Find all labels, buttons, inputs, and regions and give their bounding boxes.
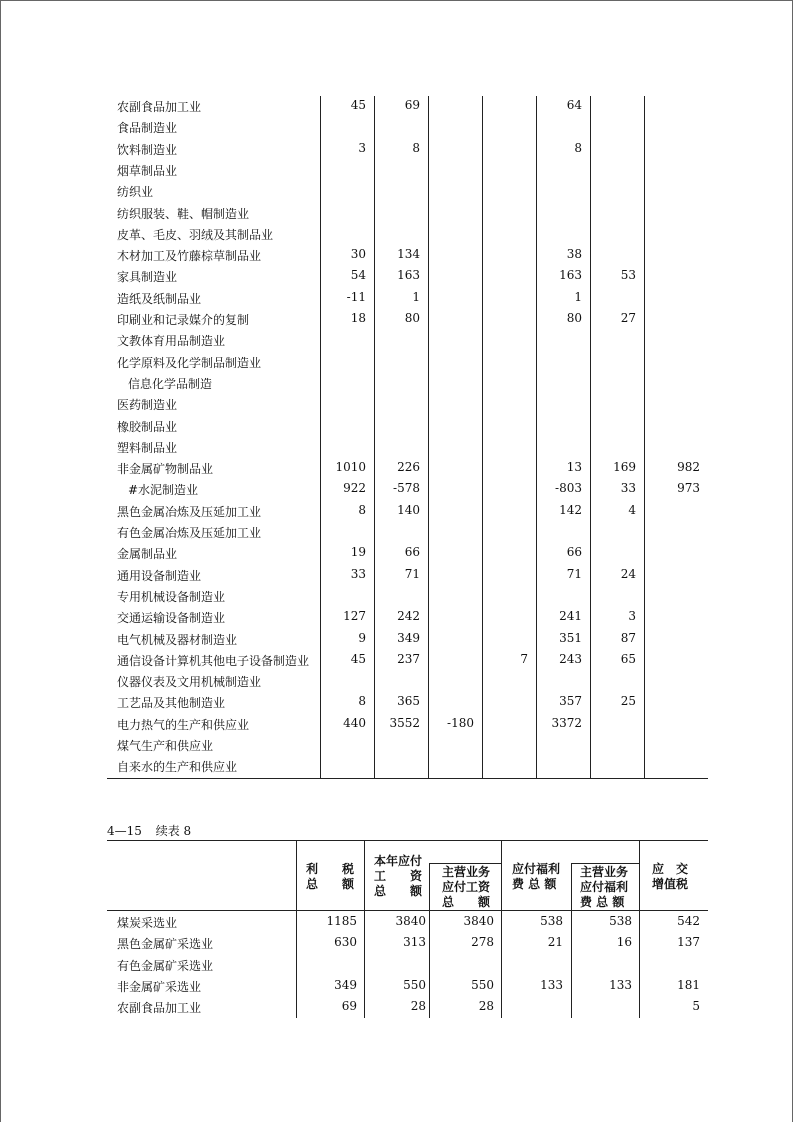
- table-cell: 25: [620, 694, 636, 709]
- table-row: [0, 650, 793, 671]
- header-main-business-welfare: 主营业务 应付福利 费 总 额: [580, 865, 629, 909]
- table-row: [0, 565, 793, 586]
- row-label: 农副食品加工业: [117, 1001, 202, 1016]
- table-row: [0, 288, 793, 309]
- row-label: 文教体育用品制造业: [117, 334, 226, 349]
- table-number: 4—15: [107, 824, 142, 838]
- row-label: 非金属矿采选业: [117, 979, 202, 994]
- table-cell: 349: [397, 630, 420, 645]
- row-label: 皮革、毛皮、羽绒及其制品业: [117, 227, 274, 242]
- table-cell: 242: [397, 609, 420, 624]
- table-cell: 66: [566, 545, 582, 560]
- row-label: 饮料制造业: [117, 142, 178, 157]
- table-cell: 1010: [335, 460, 366, 475]
- table-cell: 18: [350, 311, 366, 325]
- row-label: 橡胶制品业: [117, 419, 178, 434]
- table-cell: 3552: [389, 715, 420, 730]
- row-label: 造纸及纸制品业: [117, 291, 202, 306]
- row-label: 交通运输设备制造业: [117, 611, 226, 626]
- table-cell: 1: [412, 289, 420, 304]
- table-top-rule: [107, 840, 708, 841]
- table-cell: 1185: [326, 914, 357, 928]
- table-cell: 80: [566, 311, 582, 325]
- table-cell: 140: [397, 502, 420, 517]
- table-cell: 133: [609, 977, 632, 992]
- row-label: 食品制造业: [117, 121, 178, 136]
- table-bottom-rule: [107, 778, 708, 779]
- header-main-business-wages: 主营业务 应付工资 总 额: [442, 865, 491, 909]
- row-label: 金属制品业: [117, 547, 178, 562]
- table-cell: 24: [620, 566, 636, 581]
- row-label: 电气机械及器材制造业: [117, 632, 238, 647]
- table-cell: -180: [447, 715, 474, 730]
- row-label: 煤炭采选业: [117, 916, 178, 930]
- table-cell: 181: [677, 977, 700, 992]
- table-cell: 33: [620, 481, 636, 496]
- row-label: 煤气生产和供应业: [117, 739, 214, 753]
- table-row: [0, 522, 793, 543]
- table-cell: 169: [613, 460, 636, 475]
- table-row: [0, 671, 793, 692]
- table-cell: 3840: [395, 914, 426, 928]
- table-caption: [107, 822, 201, 839]
- table-cell: 38: [566, 247, 582, 262]
- table-cell: 21: [547, 935, 563, 950]
- table-cell: 538: [609, 914, 632, 928]
- table-row: [0, 955, 793, 976]
- row-label: 电力热气的生产和供应业: [117, 717, 250, 732]
- row-label: 黑色金属矿采选业: [117, 937, 214, 952]
- row-label: 烟草制品业: [117, 163, 178, 178]
- table-cell: 69: [404, 98, 420, 112]
- table-cell: 54: [350, 268, 366, 283]
- table-row: [0, 352, 793, 373]
- table-cell: 8: [358, 694, 366, 709]
- table-row: [0, 160, 793, 181]
- table-cell: 30: [350, 247, 366, 262]
- table-row: [0, 245, 793, 266]
- header-bottom-rule: [107, 910, 708, 911]
- table-cell: 134: [397, 247, 420, 262]
- row-label: 仪器仪表及文用机械制造业: [117, 675, 262, 690]
- industry-table-lower: [0, 840, 793, 1020]
- table-cell: 3372: [551, 715, 582, 730]
- row-label: 有色金属矿采选业: [117, 958, 214, 973]
- table-cell: 7: [520, 651, 528, 666]
- table-cell: 349: [334, 977, 357, 992]
- table-row: [0, 735, 793, 756]
- industry-table-upper: [0, 96, 793, 778]
- table-cell: 127: [343, 609, 366, 624]
- table-cell: 243: [559, 651, 582, 666]
- table-cell: 13: [566, 460, 582, 475]
- table-cell: 3840: [463, 914, 494, 928]
- table-cell: 5: [692, 999, 700, 1014]
- table-cell: 313: [403, 935, 426, 950]
- table-cell: 33: [350, 566, 366, 581]
- row-label: 通用设备制造业: [117, 568, 202, 583]
- table-cell: 66: [404, 545, 420, 560]
- row-label: 自来水的生产和供应业: [117, 760, 238, 775]
- header-wages-payable: 本年应付 工 资 总 额: [374, 854, 423, 898]
- table-cell: 922: [343, 481, 366, 496]
- table-cell: 550: [471, 977, 494, 992]
- table-cell: 4: [628, 502, 636, 517]
- row-label: 有色金属冶炼及压延加工业: [117, 526, 262, 540]
- table-row: [0, 139, 793, 160]
- row-label: 医药制造业: [117, 398, 178, 413]
- row-label: 农副食品加工业: [117, 100, 202, 114]
- table-cell: 45: [350, 98, 366, 112]
- table-cell: 237: [397, 651, 420, 666]
- table-cell: 351: [559, 630, 582, 645]
- table-row: [0, 266, 793, 287]
- table-cell: 357: [559, 694, 582, 709]
- table-cell: 53: [620, 268, 636, 283]
- row-label: 纺织业: [117, 185, 154, 200]
- table-cell: 45: [350, 651, 366, 666]
- table-cell: 973: [677, 481, 700, 496]
- table-cell: 163: [559, 268, 582, 283]
- table-cell: 8: [574, 140, 582, 155]
- table-cell: 3: [628, 609, 636, 624]
- header-subrule: [429, 863, 501, 864]
- row-label: 印刷业和记录媒介的复制: [117, 313, 250, 327]
- row-label: 专用机械设备制造业: [117, 589, 226, 604]
- table-cell: 28: [478, 999, 494, 1014]
- page-border-top: [0, 0, 793, 1]
- table-cell: 241: [559, 609, 582, 624]
- table-continuation-label: 续表 8: [155, 824, 192, 838]
- row-label: 木材加工及竹藤棕草制品业: [117, 249, 262, 264]
- table-cell: 538: [540, 914, 563, 928]
- header-vat-payable: 应 交 增值税: [652, 862, 689, 891]
- table-cell: 71: [404, 566, 420, 581]
- table-row: [0, 479, 793, 500]
- row-label: #水泥制造业: [128, 483, 199, 498]
- table-cell: 163: [397, 268, 420, 283]
- table-cell: 982: [677, 460, 700, 475]
- table-row: [0, 224, 793, 245]
- table-row: [0, 756, 793, 777]
- table-row: [0, 692, 793, 713]
- table-row: [0, 912, 793, 933]
- table-cell: 278: [471, 935, 494, 950]
- row-label: 信息化学品制造: [128, 376, 213, 391]
- table-row: [0, 117, 793, 138]
- table-cell: 8: [358, 502, 366, 517]
- table-cell: 3: [358, 140, 366, 155]
- table-row: [0, 309, 793, 330]
- header-welfare-payable: 应付福利 费 总 额: [512, 862, 561, 891]
- table-row: [0, 933, 793, 954]
- table-cell: 87: [620, 630, 636, 645]
- table-cell: 8: [412, 140, 420, 155]
- table-cell: 80: [404, 311, 420, 325]
- table-row: [0, 997, 793, 1018]
- table-cell: 1: [574, 289, 582, 304]
- table-row: [0, 416, 793, 437]
- table-row: [0, 607, 793, 628]
- table-row: [0, 394, 793, 415]
- table-row: [0, 203, 793, 224]
- row-label: 黑色金属冶炼及压延加工业: [117, 504, 262, 519]
- row-label: 工艺品及其他制造业: [117, 696, 226, 711]
- table-cell: 630: [334, 935, 357, 950]
- table-cell: -803: [555, 481, 582, 496]
- row-label: 化学原料及化学制品制造业: [117, 355, 262, 370]
- table-cell: 27: [620, 311, 636, 325]
- table-cell: 226: [397, 460, 420, 475]
- table-cell: 542: [677, 914, 700, 928]
- table-cell: 19: [350, 545, 366, 560]
- table-cell: 28: [410, 999, 426, 1014]
- table-cell: 142: [559, 502, 582, 517]
- row-label: 非金属矿物制品业: [117, 462, 214, 477]
- table-cell: 64: [566, 98, 582, 112]
- table-cell: 440: [343, 715, 366, 730]
- row-label: 纺织服装、鞋、帽制造业: [117, 206, 250, 221]
- table-cell: 16: [616, 935, 632, 950]
- table-cell: -578: [393, 481, 420, 496]
- header-subrule: [571, 863, 639, 864]
- row-label: 塑料制品业: [117, 440, 178, 455]
- table-cell: 365: [397, 694, 420, 709]
- table-row: [0, 976, 793, 997]
- table-cell: 65: [620, 651, 636, 666]
- table-row: [0, 437, 793, 458]
- header-profit-tax: 利 税 总 额: [306, 862, 355, 891]
- table-row: [0, 373, 793, 394]
- table-row: [0, 586, 793, 607]
- table-row: [0, 543, 793, 564]
- table-cell: 71: [566, 566, 582, 581]
- table-row: [0, 629, 793, 650]
- table-cell: 137: [677, 935, 700, 950]
- table-cell: 550: [403, 977, 426, 992]
- table-cell: 9: [358, 630, 366, 645]
- row-label: 家具制造业: [117, 270, 178, 285]
- table-row: [0, 96, 793, 117]
- row-label: 通信设备计算机其他电子设备制造业: [117, 653, 310, 668]
- table-row: [0, 501, 793, 522]
- table-row: [0, 458, 793, 479]
- table-row: [0, 181, 793, 202]
- table-cell: 133: [540, 977, 563, 992]
- table-cell: -11: [346, 289, 366, 304]
- table-row: [0, 714, 793, 735]
- table-cell: 69: [341, 999, 357, 1014]
- table-row: [0, 330, 793, 351]
